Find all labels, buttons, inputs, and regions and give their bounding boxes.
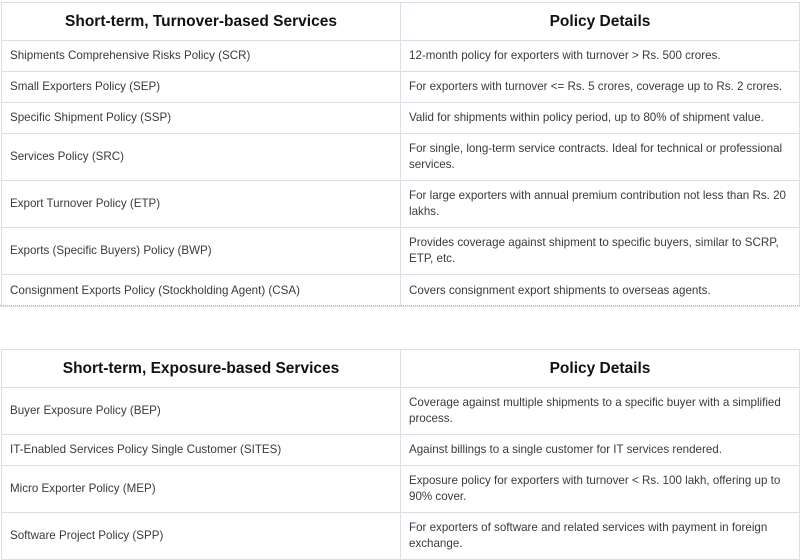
turnover-based-services-table xyxy=(1,2,800,307)
table-row xyxy=(2,435,800,466)
policy-details-cell: For exporters with turnover <= Rs. 5 crores, coverage up to Rs. 2 crores. xyxy=(401,72,800,103)
table-row xyxy=(2,72,800,103)
table-header-row xyxy=(2,3,800,41)
policy-name-cell: Micro Exporter Policy (MEP) xyxy=(2,466,401,513)
policy-name-cell: IT-Enabled Services Policy Single Customer (SITES) xyxy=(2,435,401,466)
table-row xyxy=(2,275,800,307)
policy-name-cell: Consignment Exports Policy (Stockholding Agent) (CSA) xyxy=(2,275,401,307)
policy-name-cell: Buyer Exposure Policy (BEP) xyxy=(2,388,401,435)
table-row xyxy=(2,388,800,435)
policy-details-cell: Against billings to a single customer for IT services rendered. xyxy=(401,435,800,466)
policy-name-cell: Shipments Comprehensive Risks Policy (SCR) xyxy=(2,41,401,72)
policy-details-cell: For large exporters with annual premium contribution not less than Rs. 20 lakhs. xyxy=(401,181,800,228)
policy-details-cell: Coverage against multiple shipments to a specific buyer with a simplified process. xyxy=(401,388,800,435)
policy-name-cell: Specific Shipment Policy (SSP) xyxy=(2,103,401,134)
table-row xyxy=(2,181,800,228)
section-divider xyxy=(0,305,800,306)
policy-details-cell: Covers consignment export shipments to overseas agents. xyxy=(401,275,800,307)
column-header-policy-details: Policy Details xyxy=(401,350,800,388)
policy-name-cell: Services Policy (SRC) xyxy=(2,134,401,181)
table-row xyxy=(2,228,800,275)
column-header-service: Short-term, Turnover-based Services xyxy=(2,3,401,41)
exposure-based-services-table xyxy=(1,349,800,560)
column-header-service: Short-term, Exposure-based Services xyxy=(2,350,401,388)
policy-details-cell: Provides coverage against shipment to specific buyers, similar to SCRP, ETP, etc. xyxy=(401,228,800,275)
table-row xyxy=(2,134,800,181)
policy-name-cell: Export Turnover Policy (ETP) xyxy=(2,181,401,228)
column-header-policy-details: Policy Details xyxy=(401,3,800,41)
table-row xyxy=(2,41,800,72)
policy-details-cell: 12-month policy for exporters with turnover > Rs. 500 crores. xyxy=(401,41,800,72)
policy-details-cell: Exposure policy for exporters with turnover < Rs. 100 lakh, offering up to 90% cover. xyxy=(401,466,800,513)
table-row xyxy=(2,103,800,134)
policy-details-cell: For single, long-term service contracts. Ideal for technical or professional services. xyxy=(401,134,800,181)
policy-name-cell: Exports (Specific Buyers) Policy (BWP) xyxy=(2,228,401,275)
policy-details-cell: For exporters of software and related services with payment in foreign exchange. xyxy=(401,513,800,560)
policy-details-cell: Valid for shipments within policy period, up to 80% of shipment value. xyxy=(401,103,800,134)
table-row xyxy=(2,466,800,513)
table-row xyxy=(2,513,800,560)
table-header-row xyxy=(2,350,800,388)
policy-name-cell: Small Exporters Policy (SEP) xyxy=(2,72,401,103)
policy-name-cell: Software Project Policy (SPP) xyxy=(2,513,401,560)
